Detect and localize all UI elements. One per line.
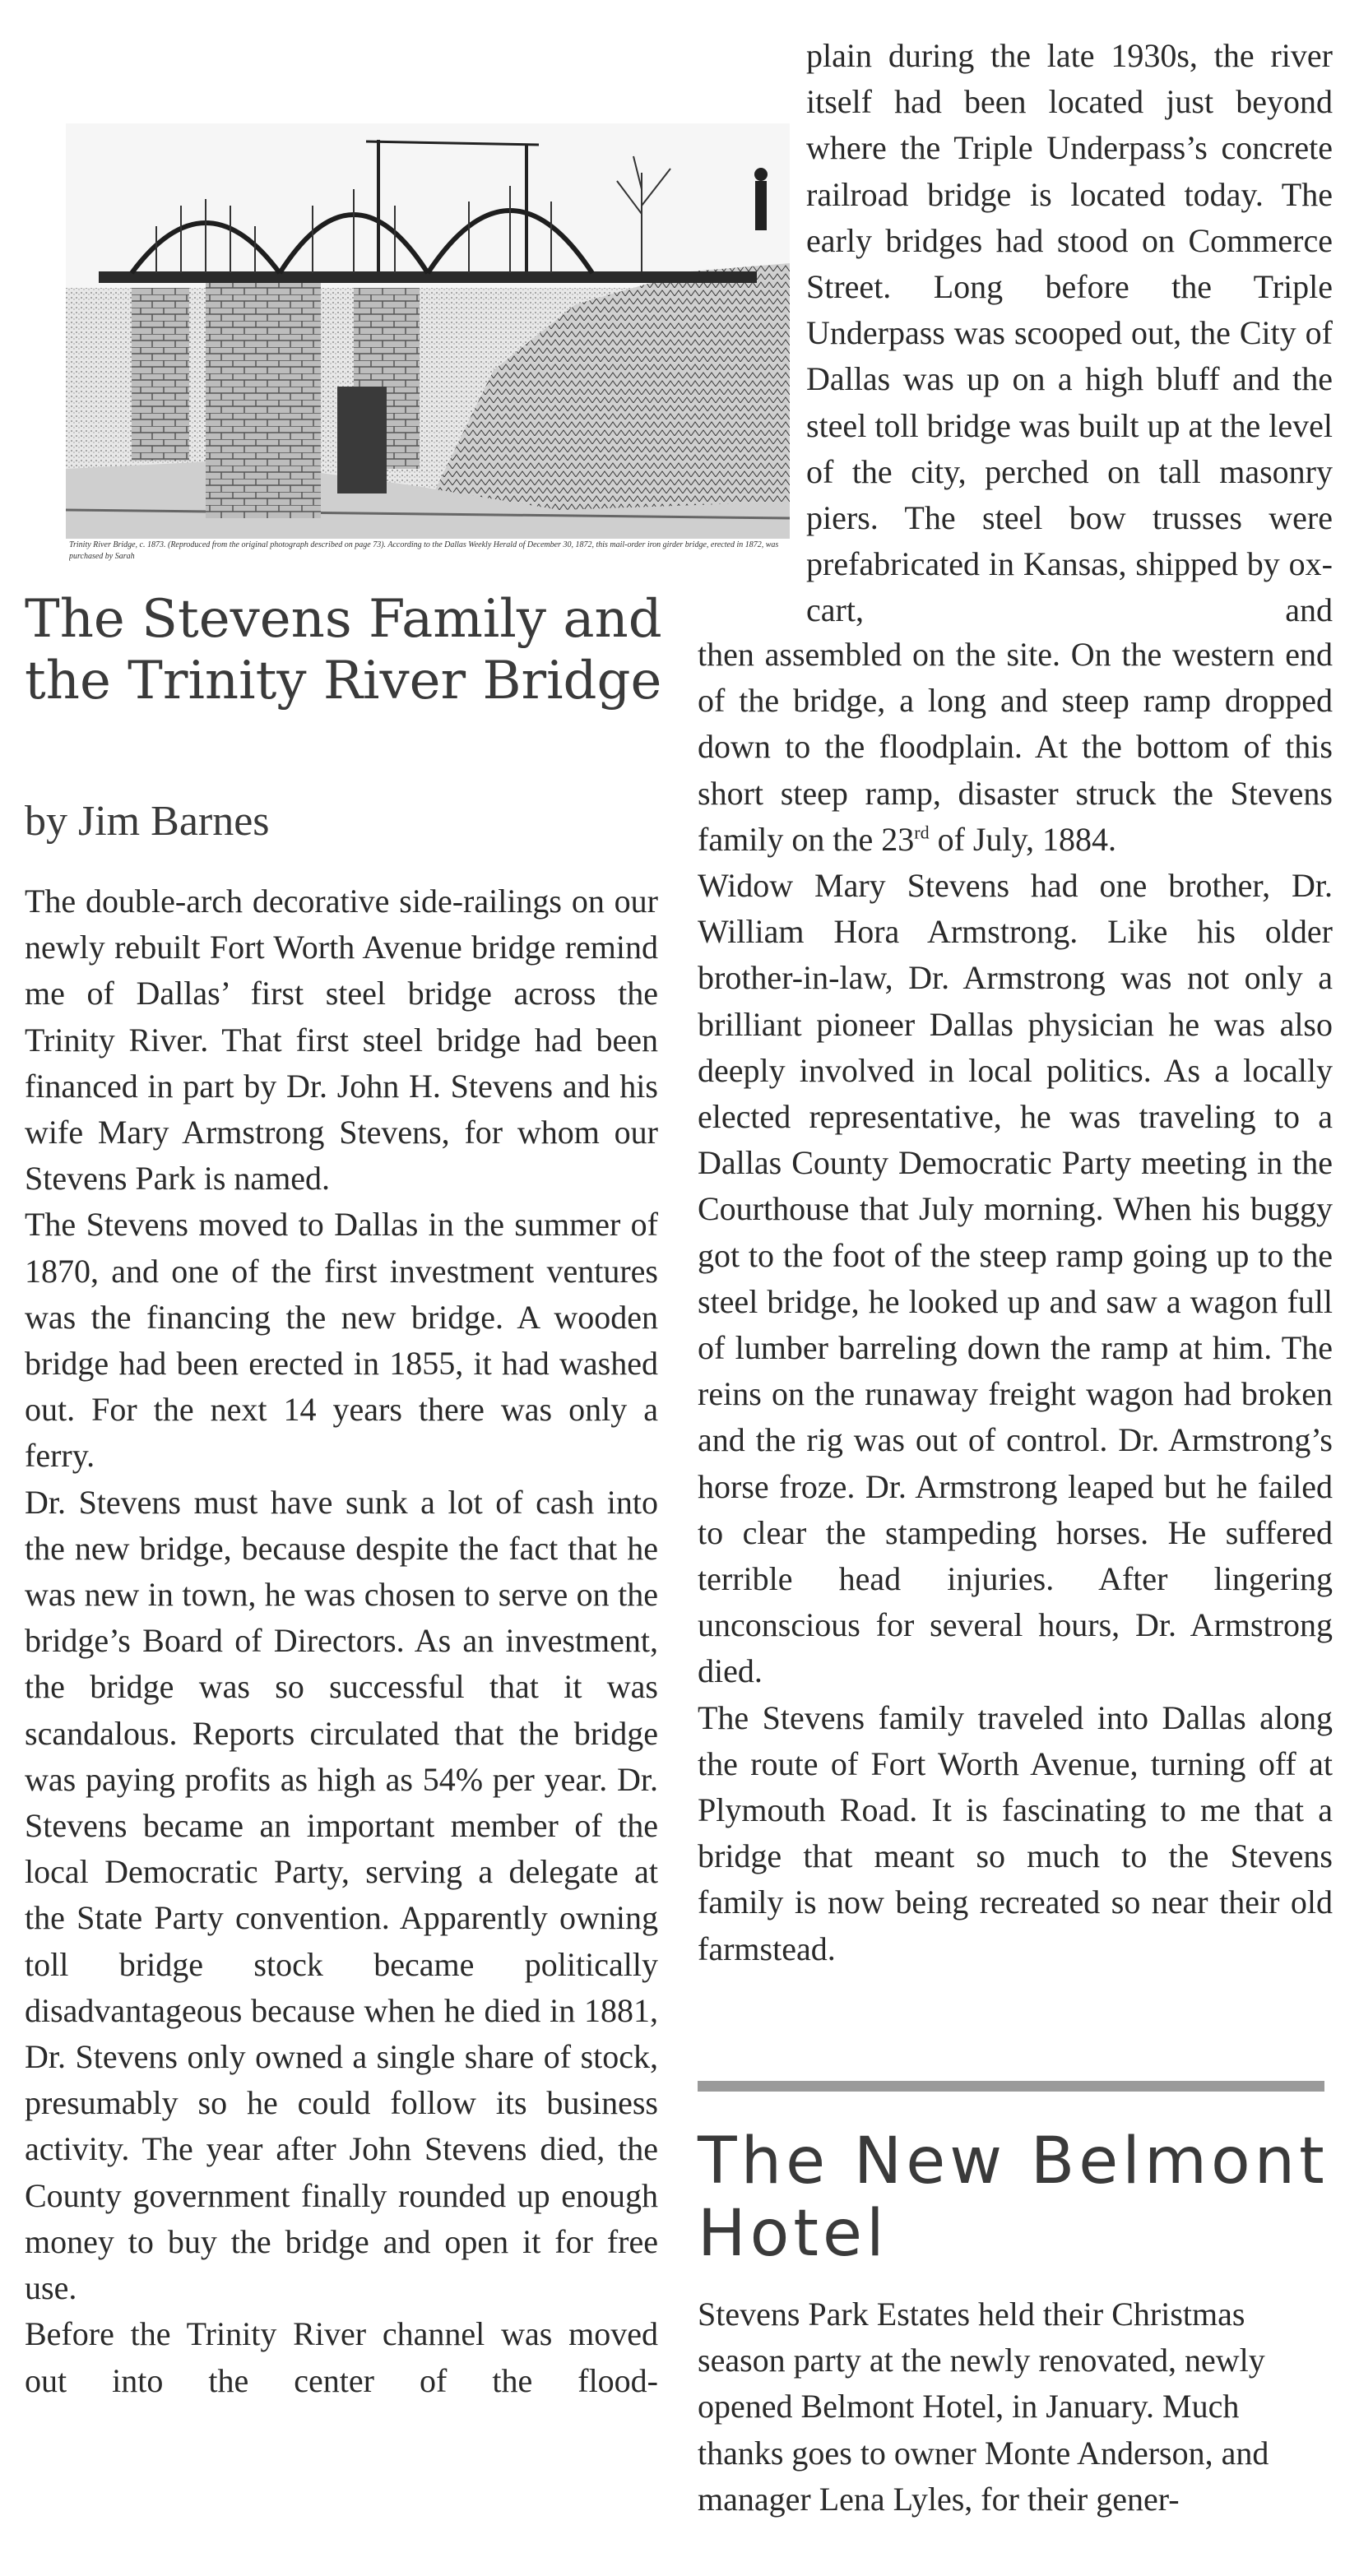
- paragraph: plain during the late 1930s, the river itself had been located just beyond where the Triple Underpass’s concrete railroad bridge is located today. The early bridges had stood on Commerce Street. Long before the Triple Underpass was scooped out, the City of Dallas was up on a high bluff and the steel toll bridge was built up at the level of the city, perched on tall masonry piers. The steel bow trusses were prefabricated in Kansas, shipped by ox-cart, and: [806, 37, 1333, 629]
- section-divider: [698, 2081, 1324, 2092]
- article-title-belmont: The New Belmont Hotel: [698, 2124, 1329, 2271]
- right-column: [698, 632, 1333, 1972]
- paragraph: Dr. Stevens must have sunk a lot of cash into the new bridge, because despite the fact that he was new in town, he was chosen to serve on the bridge’s Board of Directors. As an investment, the bridge was so successful that it was scandalous. Reports circulated that the bridge was paying profits as high as 54% per year. Dr. Stevens became an important member of the local Democratic Party, serving a delegate at the State Party convention. Apparently owning toll bridge stock became politically disadvantageous because when he died in 1881, Dr. Stevens only owned a single share of stock, presumably so he could follow its business activity. The year after John Stevens died, the County government finally rounded up enough money to buy the bridge and open it for free use.: [25, 1483, 658, 2307]
- paragraph: The Stevens family traveled into Dallas along the route of Fort Worth Avenue, turning off at Plymouth Road. It is fascinating to me that a bridge that meant so much to the Stevens family is now being recreated so near their old farmstead.: [698, 1698, 1333, 1967]
- paragraph-text: then assembled on the site. On the western end of the bridge, a long and steep ramp dropped down to the floodplain. At the bottom of this short steep ramp, disaster struck the Stevens family on the 23: [698, 636, 1333, 858]
- paragraph-text: of July, 1884.: [929, 820, 1117, 858]
- paragraph: Stevens Park Estates held their Christmas season party at the newly renovated, newly opened Belmont Hotel, in January. Much thanks goes to owner Monte Anderson, and manager Lena Lyles, for their gener-: [698, 2296, 1269, 2518]
- ordinal-suffix: rd: [914, 822, 930, 843]
- photo-caption: Trinity River Bridge, c. 1873. (Reproduced from the original photograph described on page 73). According to the Dallas Weekly Herald of December 30, 1872, this mail-order iron girder bridge, erected in 1872, was purchased by Sarah: [69, 540, 779, 561]
- article-title: The Stevens Family and the Trinity River Bridge: [25, 589, 662, 711]
- left-column: [25, 878, 658, 2404]
- paragraph: The Stevens moved to Dallas in the summer of 1870, and one of the first investment ventures was the financing the new bridge. A wooden bridge had been erected in 1855, it had washed out. For the next 14 years there was only a ferry.: [25, 1206, 658, 1475]
- paragraph: Widow Mary Stevens had one brother, Dr. William Hora Armstrong. Like his older brother-in-law, Dr. Armstrong was not only a brilliant pioneer Dallas physician he was also deeply involved in local politics. As a locally elected representative, he was traveling to a Dallas County Democratic Party meeting in the Courthouse that July morning. When his buggy got to the foot of the steep ramp going up to the steel bridge, he looked up and saw a wagon full of lumber barreling down the ramp at him. The reins on the runaway freight wagon had broken and the rig was out of control. Dr. Armstrong’s horse froze. Dr. Armstrong leaped but he failed to clear the stampeding horses. He suffered terrible head injuries. After lingering unconscious for several hours, Dr. Armstrong died.: [698, 867, 1333, 1690]
- byline: by Jim Barnes: [25, 798, 270, 845]
- paragraph: The double-arch decorative side-railings on our newly rebuilt Fort Worth Avenue bridge remind me of Dallas’ first steel bridge across the Trinity River. That first steel bridge had been financed in part by Dr. John H. Stevens and his wife Mary Armstrong Stevens, for whom our Stevens Park is named.: [25, 883, 658, 1198]
- belmont-column: [698, 2291, 1333, 2523]
- bridge-photo: [66, 123, 790, 539]
- paragraph: [698, 632, 1333, 863]
- paragraph: Before the Trinity River channel was moved out into the center of the flood-: [25, 2315, 658, 2399]
- right-column-top: [806, 33, 1333, 634]
